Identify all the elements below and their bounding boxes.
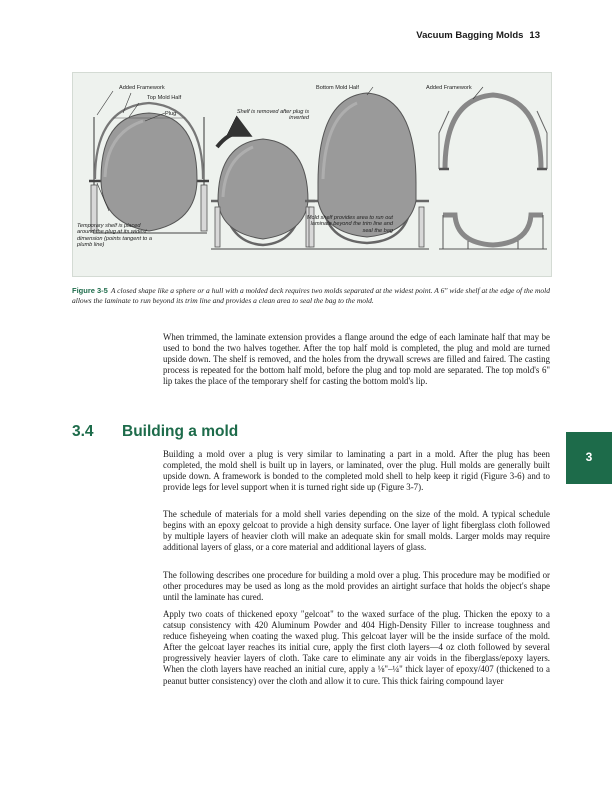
- section-number: 3.4: [72, 423, 94, 440]
- paragraph-trimmed-laminate: When trimmed, the laminate extension provides a flange around the edge of each laminate half that may be used to bond the two halves together. After the top half mold is completed, the plug and mold are turned upside down. The shelf is removed, and the holes from the drywall screws are filled and faired. The casting process is repeated for the bottom half mold, before the plug and top mold are separated. The top mold's 6" lip takes the place of the temporary shelf for casting the bottom mold's lip.: [163, 332, 550, 387]
- label-plug: Plug: [165, 111, 177, 117]
- panel-4-separated-molds: [439, 87, 547, 249]
- label-top-mold-half: Top Mold Half: [147, 95, 182, 101]
- figure-number: Figure 3-5: [72, 286, 108, 295]
- figure-caption-text: A closed shape like a sphere or a hull with a molded deck requires two molds separated at the widest point. A 6" wide shelf at the edge of the mold allows the laminate to run beyond its trim line and provides a clean area to seal the bag to the mold.: [72, 286, 550, 305]
- section-title: Building a mold: [122, 423, 239, 440]
- panel-1-top-mold: [89, 91, 209, 233]
- section-heading: [72, 423, 238, 441]
- paragraph-gelcoat: Apply two coats of thickened epoxy "gelcoat" to the waxed surface of the plug. Thicken the epoxy to a catsup consistency with 420 Aluminum Powder and 404 High-Density Filler to increase toughness and reduce fisheyeing when coating the waxed plug. This gelcoat layer will be the inside surface of the mold. After the gelcoat layer reaches its initial cure, apply the first cloth layers—4 oz cloth followed by several progressively heavier layers of cloth. Take care to eliminate any air voids in the fiberglass/epoxy layers. When the cloth layers have reached an initial cure, apply a ⅛"–¼" thick layer of epoxy/407 (thickened to a peanut butter consistency) over the cloth and allow it to cure. This thick fairing compound layer: [163, 609, 550, 686]
- label-bottom-mold-half: Bottom Mold Half: [316, 85, 359, 91]
- paragraph-materials-schedule: The schedule of materials for a mold shell varies depending on the size of the mold. A typical schedule begins with an epoxy gelcoat to provide a high density surface. One layer of light fiberglass cloth followed by multiple layers of heavier cloth will make an adequate skin for small molds. Larger molds may require additional layers of glass, or a core material and additional layers of glass.: [163, 509, 550, 553]
- label-temporary-shelf: Temporary shelf is placed around the plug at its widest dimension (points tangent to a plumb line): [77, 223, 152, 249]
- label-added-framework-right: Added Framework: [426, 85, 472, 91]
- chapter-tab: 3: [566, 432, 612, 484]
- figure-caption: [72, 286, 550, 305]
- paragraph-building-mold: Building a mold over a plug is very similar to laminating a part in a mold. After the plug has been completed, the mold shell is built up in layers, or laminated, over the plug. Hull molds are generally built upside down. A framework is bonded to the completed mold shell to help keep it rigid (Figure 3-6) and to provide legs for level support when it is turned right side up (Figure 3-7).: [163, 449, 550, 493]
- running-header: [416, 30, 540, 41]
- figure-3-5: [72, 72, 552, 277]
- label-added-framework-left: Added Framework: [119, 85, 165, 91]
- panel-2-inverted: [211, 139, 315, 249]
- label-shelf-removed: Shelf is removed after plug is inverted: [236, 109, 309, 122]
- page-number: 13: [529, 30, 540, 41]
- label-mold-shelf: Mold shelf provides area to run out laminate beyond the trim line and seal the bag: [306, 215, 393, 234]
- paragraph-procedure: The following describes one procedure for building a mold over a plug. This procedure may be modified or other procedures may be used as long as the mold provides an airtight surface that holds the object's shape until the laminate has cured.: [163, 570, 550, 603]
- header-title: Vacuum Bagging Molds: [416, 30, 524, 41]
